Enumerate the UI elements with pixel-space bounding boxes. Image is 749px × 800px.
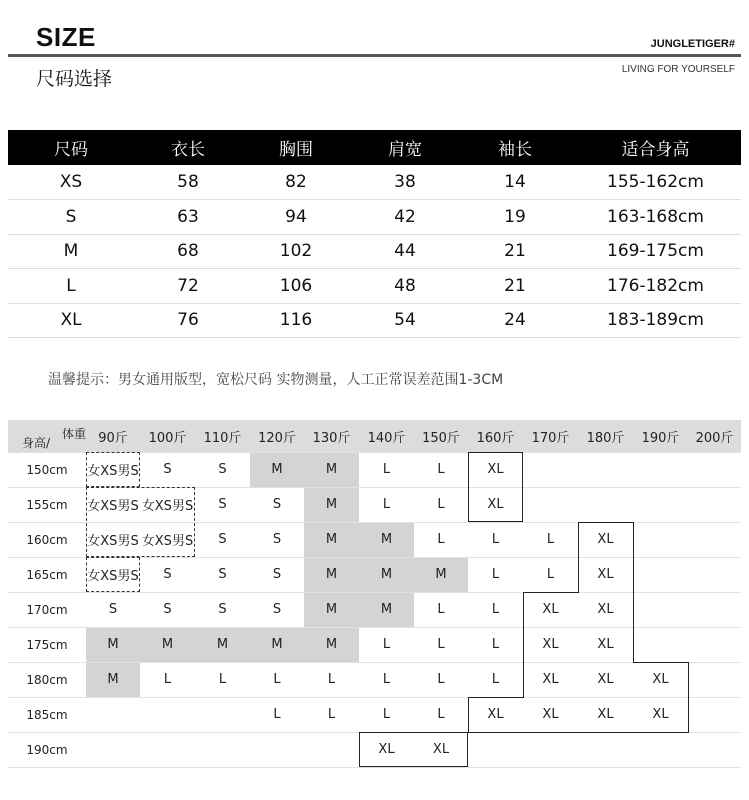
table-cell: 44 [350, 234, 460, 269]
size-guide-grid [8, 420, 741, 772]
height-label: 160cm [26, 532, 68, 547]
height-label: 165cm [26, 567, 68, 582]
table-cell: L [8, 269, 134, 304]
size-cell: M [325, 567, 338, 582]
xl-range-outline [468, 697, 524, 698]
sizing-note: 温馨提示：男女通用版型，宽松尺码 实物测量，人工正常误差范围1-3CM [48, 372, 504, 388]
size-cell: M [380, 567, 393, 582]
size-cell: S [218, 567, 227, 582]
size-cell: XL [542, 672, 559, 687]
table-cell: 169-175cm [570, 234, 741, 269]
size-cell: L [382, 637, 391, 652]
size-cell: S [163, 567, 172, 582]
table-cell: 24 [460, 303, 570, 338]
size-cell: XL [597, 672, 614, 687]
xl-range-outline [633, 662, 689, 663]
height-label: 180cm [26, 672, 68, 687]
size-cell: L [437, 602, 445, 617]
size-cell: XL [597, 602, 614, 617]
size-cell: XL [652, 672, 669, 687]
size-cell: L [546, 567, 555, 582]
size-cell: S [218, 497, 227, 512]
size-cell: XL [542, 637, 559, 652]
weight-header: 170斤 [531, 430, 570, 446]
size-cell: L [382, 497, 391, 512]
size-cell: S [218, 602, 227, 617]
size-table [8, 130, 741, 338]
size-cell: L [437, 672, 445, 687]
size-cell: S [272, 497, 282, 512]
xl-group-outline [468, 452, 523, 522]
table-cell: XS [8, 165, 134, 200]
size-cell: XL [597, 532, 614, 547]
size-table-header [8, 130, 741, 165]
table-row [8, 269, 741, 304]
size-cell: L [437, 497, 445, 512]
size-cell: L [437, 637, 445, 652]
xs-group-outline [86, 557, 140, 592]
size-cell: M [325, 462, 338, 477]
height-axis-label: 身高/ [22, 436, 51, 450]
size-cell: 女XS男S [141, 499, 194, 514]
size-cell: L [382, 707, 391, 722]
size-cell: M [435, 567, 447, 582]
weight-header: 160斤 [476, 430, 515, 446]
size-cell: S [272, 567, 282, 582]
table-cell: 58 [134, 165, 242, 200]
table-row [8, 165, 741, 200]
table-cell: 19 [460, 200, 570, 235]
weight-header: 90斤 [98, 430, 128, 446]
size-cell: L [437, 462, 445, 477]
size-cell: L [163, 672, 172, 687]
table-cell: 102 [242, 234, 350, 269]
size-cell: XL [597, 707, 614, 722]
size-cell: XL [542, 707, 559, 722]
column-header: 胸围 [242, 130, 350, 165]
table-cell: S [8, 200, 134, 235]
size-cell: M [161, 637, 174, 652]
size-cell: L [382, 462, 391, 477]
table-cell: 106 [242, 269, 350, 304]
size-cell: 女XS男S [87, 534, 139, 549]
column-header: 衣长 [134, 130, 242, 165]
size-cell: S [163, 602, 172, 617]
table-cell: 68 [134, 234, 242, 269]
size-cell: S [218, 532, 227, 547]
height-label: 155cm [26, 497, 68, 512]
table-cell: 176-182cm [570, 269, 741, 304]
weight-header: 190斤 [641, 430, 680, 446]
size-cell: XL [487, 462, 504, 477]
size-cell: XL [378, 742, 395, 757]
table-cell: 72 [134, 269, 242, 304]
size-cell: 女XS男S [87, 569, 139, 584]
size-cell: L [491, 532, 500, 547]
size-cell: S [272, 532, 282, 547]
size-cell: M [107, 637, 119, 652]
size-cell: M [325, 637, 338, 652]
size-cell: M [325, 602, 338, 617]
table-cell: 38 [350, 165, 460, 200]
header-divider [8, 54, 741, 57]
size-cell: XL [542, 602, 559, 617]
size-cell: L [491, 602, 500, 617]
size-cell: S [218, 462, 227, 477]
table-cell: 94 [242, 200, 350, 235]
size-cell: L [327, 707, 336, 722]
size-cell: L [546, 532, 555, 547]
xl-range-outline [468, 732, 689, 733]
xl-group-outline [359, 732, 468, 767]
xl-range-outline [523, 592, 524, 698]
height-label: 175cm [26, 637, 68, 652]
size-cell: 女XS男S [87, 464, 139, 479]
size-cell: L [273, 672, 281, 687]
table-cell: 63 [134, 200, 242, 235]
xl-range-outline [688, 662, 689, 733]
brand-tagline: LIVING FOR YOURSELF [621, 64, 735, 75]
height-label: 170cm [26, 602, 68, 617]
table-row [8, 234, 741, 269]
size-cell: L [491, 637, 500, 652]
xl-range-outline [523, 592, 579, 593]
weight-header: 100斤 [148, 430, 187, 446]
xl-range-outline [578, 522, 579, 593]
xl-range-outline [468, 697, 469, 733]
xl-range-outline [578, 522, 634, 523]
table-cell: 48 [350, 269, 460, 304]
weight-header: 200斤 [695, 430, 734, 446]
brand-name: JUNGLETIGER# [650, 38, 735, 50]
table-cell: 21 [460, 234, 570, 269]
table-cell: 14 [460, 165, 570, 200]
column-header: 尺码 [8, 130, 134, 165]
size-cell: M [325, 532, 338, 547]
size-cell: XL [432, 742, 450, 757]
xs-group-outline [86, 487, 195, 557]
column-header: 适合身高 [570, 130, 741, 165]
table-cell: 116 [242, 303, 350, 338]
column-header: 肩宽 [350, 130, 460, 165]
size-cell: M [107, 672, 119, 687]
weight-header: 130斤 [312, 430, 351, 446]
table-cell: 183-189cm [570, 303, 741, 338]
size-cell: M [216, 637, 229, 652]
xl-range-outline [633, 522, 634, 663]
size-cell: XL [487, 497, 504, 512]
weight-header: 150斤 [422, 430, 460, 446]
table-cell: 54 [350, 303, 460, 338]
page-title: SIZE [36, 22, 96, 52]
size-cell: L [491, 672, 500, 687]
size-cell: M [325, 497, 338, 512]
size-cell: 女XS男S [141, 534, 194, 549]
table-cell: 163-168cm [570, 200, 741, 235]
size-cell: L [327, 672, 336, 687]
size-cell: XL [652, 707, 669, 722]
row-divider [8, 767, 741, 768]
weight-header: 140斤 [367, 430, 406, 446]
weight-header: 110斤 [203, 430, 242, 446]
size-cell: L [437, 707, 445, 722]
table-cell: 82 [242, 165, 350, 200]
table-cell: XL [8, 303, 134, 338]
size-cell: S [108, 602, 118, 617]
height-label: 150cm [26, 462, 68, 477]
table-row [8, 303, 741, 338]
table-cell: 21 [460, 269, 570, 304]
height-label: 185cm [26, 707, 68, 722]
weight-header: 120斤 [258, 430, 296, 446]
section-subtitle: 尺码选择 [36, 68, 113, 90]
size-cell: L [382, 672, 391, 687]
size-cell: XL [597, 637, 614, 652]
size-cell: 女XS男S [87, 499, 139, 514]
size-cell: L [273, 707, 281, 722]
table-row [8, 200, 741, 235]
table-cell: M [8, 234, 134, 269]
column-header: 袖长 [460, 130, 570, 165]
size-cell: XL [597, 567, 614, 582]
size-cell: L [491, 567, 500, 582]
table-cell: 76 [134, 303, 242, 338]
size-cell: L [218, 672, 227, 687]
size-cell: S [163, 462, 172, 477]
size-cell: M [380, 532, 393, 547]
weight-axis-label: 体重 [62, 427, 87, 441]
size-cell: M [380, 602, 393, 617]
table-cell: 155-162cm [570, 165, 741, 200]
size-cell: S [272, 602, 282, 617]
size-cell: L [437, 532, 445, 547]
size-cell: M [271, 637, 283, 652]
weight-header: 180斤 [586, 430, 625, 446]
table-cell: 42 [350, 200, 460, 235]
height-label: 190cm [26, 742, 68, 757]
size-cell: M [271, 462, 283, 477]
xs-group-outline [86, 452, 140, 487]
size-cell: XL [487, 707, 504, 722]
